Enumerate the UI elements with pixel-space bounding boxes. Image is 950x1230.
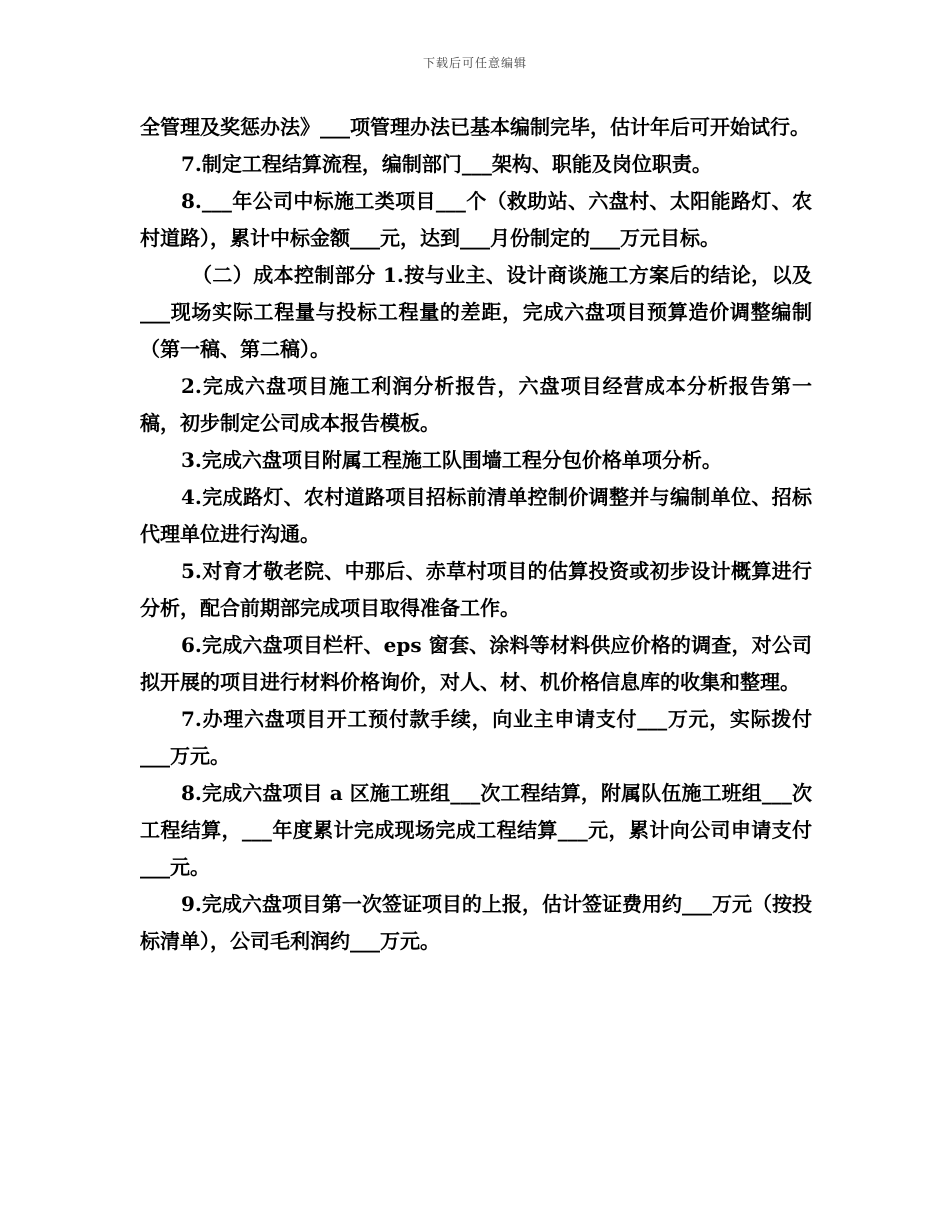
- document-body: [140, 109, 812, 960]
- paragraph-continuation: 全管理及奖惩办法》___项管理办法已基本编制完毕，估计年后可开始试行。: [140, 115, 810, 139]
- paragraph-item-8: 8.___年公司中标施工类项目___个（救助站、六盘村、太阳能路灯、农村道路），累计中标金额___元，达到___月份制定的___万元目标。: [140, 189, 812, 250]
- paragraph-section-cost-control: （二）成本控制部分 1.按与业主、设计商谈施工方案后的结论，以及___现场实际工程量与投标工程量的差距，完成六盘项目预算造价调整编制（第一稿、第二稿）。: [140, 263, 812, 361]
- paragraph-cost-item-3: 3.完成六盘项目附属工程施工队围墙工程分包价格单项分析。: [181, 448, 722, 472]
- paragraph-cost-item-4: 4.完成路灯、农村道路项目招标前清单控制价调整并与编制单位、招标代理单位进行沟通。: [140, 485, 812, 546]
- paragraph-cost-item-7: 7.办理六盘项目开工预付款手续，向业主申请支付___万元，实际拨付___万元。: [140, 707, 812, 768]
- paragraph-cost-item-6: 6.完成六盘项目栏杆、eps 窗套、涂料等材料供应价格的调查，对公司拟开展的项目进行材料价格询价，对人、材、机价格信息库的收集和整理。: [140, 633, 812, 694]
- paragraph-item-7: 7.制定工程结算流程，编制部门___架构、职能及岗位职责。: [181, 152, 712, 176]
- paragraph-cost-item-9: 9.完成六盘项目第一次签证项目的上报，估计签证费用约___万元（按投标清单），公司毛利润约___万元。: [140, 892, 812, 953]
- paragraph-cost-item-8: 8.完成六盘项目 a 区施工班组___次工程结算，附属队伍施工班组___次工程结算，___年度累计完成现场完成工程结算___元，累计向公司申请支付___元。: [140, 781, 812, 879]
- paragraph-cost-item-5: 5.对育才敬老院、中那后、赤草村项目的估算投资或初步设计概算进行分析，配合前期部完成项目取得准备工作。: [140, 559, 812, 620]
- page-header: 下载后可任意编辑: [422, 56, 527, 70]
- paragraph-cost-item-2: 2.完成六盘项目施工利润分析报告，六盘项目经营成本分析报告第一稿，初步制定公司成本报告模板。: [140, 374, 812, 435]
